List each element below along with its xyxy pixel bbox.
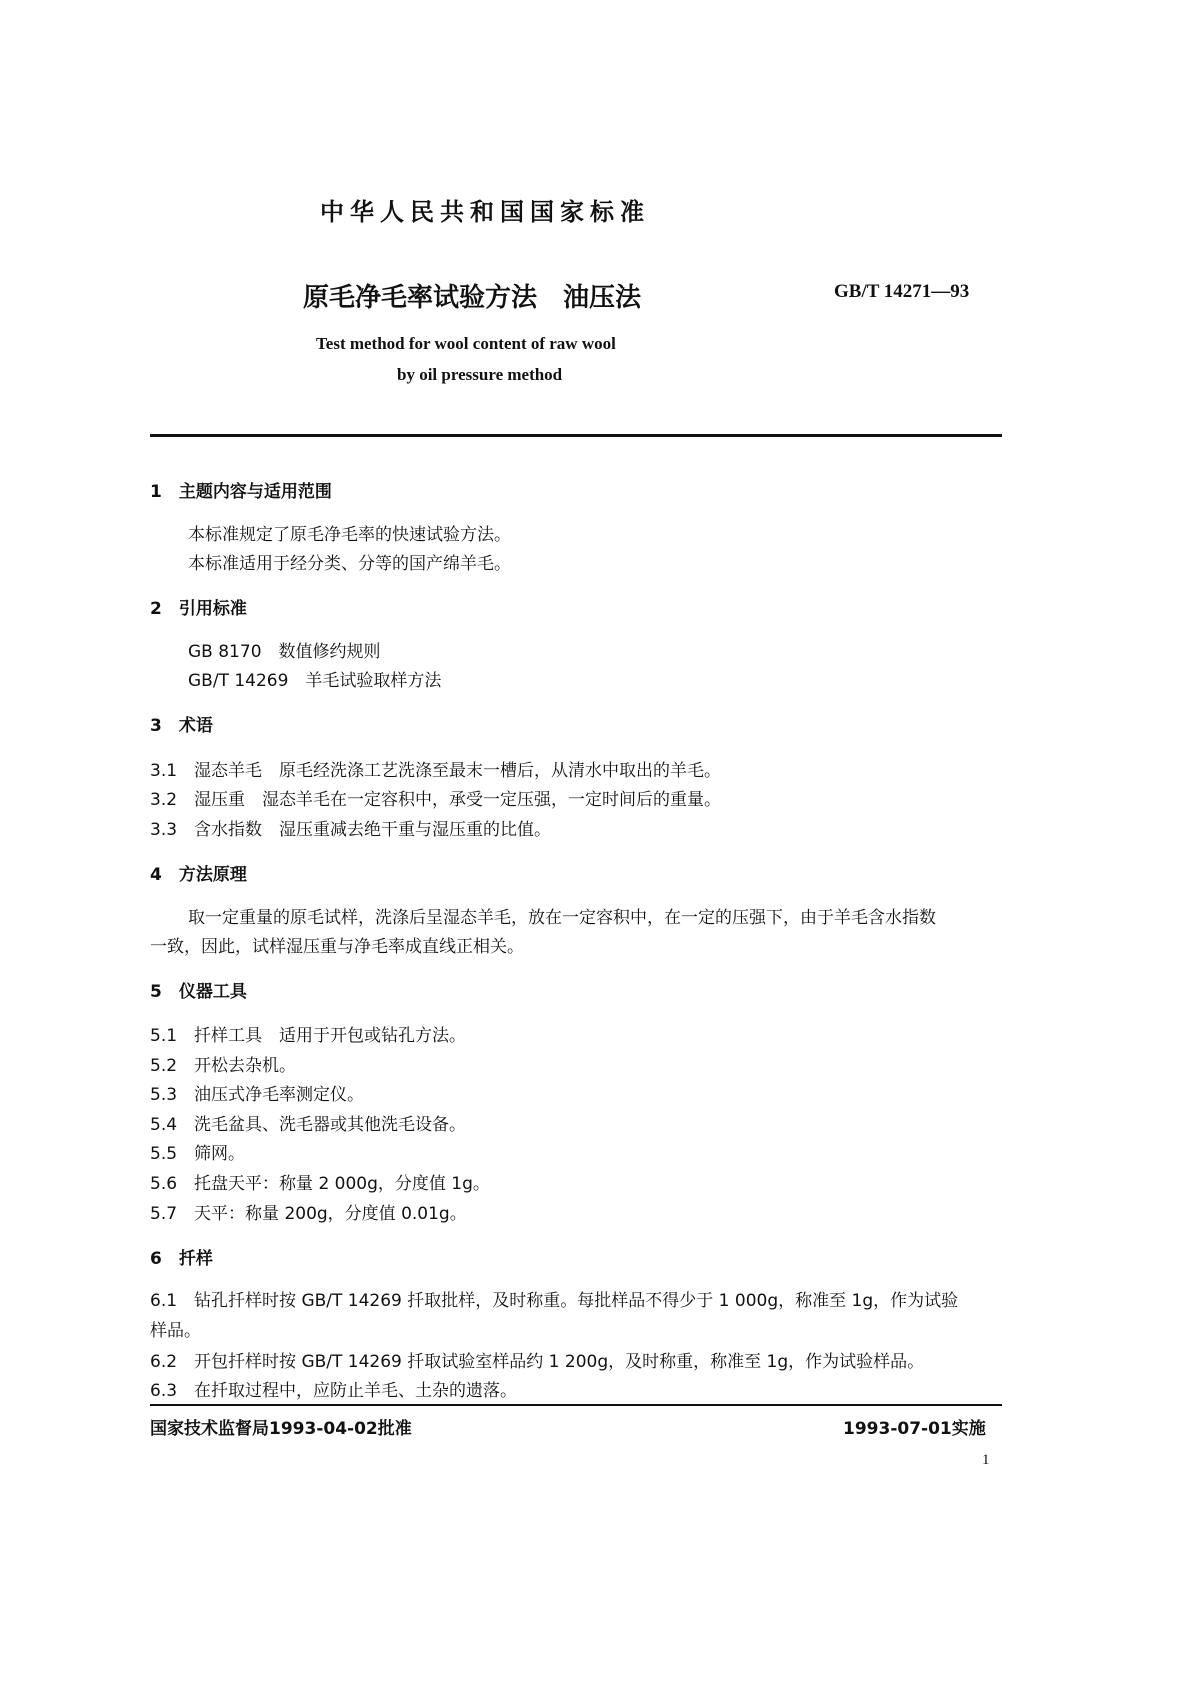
instrument-item: 5.4 洗毛盆具、洗毛器或其他洗毛设备。 <box>150 1115 467 1135</box>
paragraph-line: 本标准适用于经分类、分等的国产绵羊毛。 <box>188 554 511 574</box>
term-item: 3.1 湿态羊毛 原毛经洗涤工艺洗涤至最末一槽后，从清水中取出的羊毛。 <box>150 761 722 781</box>
section-heading: 4 方法原理 <box>150 865 247 885</box>
instrument-item: 5.7 天平：称量 200g，分度值 0.01g。 <box>150 1204 467 1224</box>
sampling-item-continuation: 样品。 <box>150 1321 201 1341</box>
reference-item: GB 8170 数值修约规则 <box>188 642 381 662</box>
section-heading: 6 扦样 <box>150 1249 213 1269</box>
paragraph-line: 取一定重量的原毛试样，洗涤后呈湿态羊毛，放在一定容积中，在一定的压强下，由于羊毛含水指数 <box>188 908 936 928</box>
sampling-item: 6.2 开包扦样时按 GB/T 14269 扦取试验室样品约 1 200g，及时称重，称准至 1g，作为试验样品。 <box>150 1352 925 1372</box>
header-divider <box>150 434 1002 437</box>
section-heading: 5 仪器工具 <box>150 982 247 1002</box>
reference-item: GB/T 14269 羊毛试验取样方法 <box>188 671 442 691</box>
instrument-item: 5.2 开松去杂机。 <box>150 1056 297 1076</box>
section-heading: 3 术语 <box>150 716 213 736</box>
section-heading: 2 引用标准 <box>150 599 247 619</box>
paragraph-line: 本标准规定了原毛净毛率的快速试验方法。 <box>188 525 511 545</box>
footer-divider <box>150 1404 1002 1406</box>
instrument-item: 5.1 扦样工具 适用于开包或钻孔方法。 <box>150 1026 467 1046</box>
sampling-item: 6.1 钻孔扦样时按 GB/T 14269 扦取批样，及时称重。每批样品不得少于 1 000g，称准至 1g，作为试验 <box>150 1291 959 1311</box>
document-title-en-line2: by oil pressure method <box>397 365 563 384</box>
instrument-item: 5.3 油压式净毛率测定仪。 <box>150 1085 365 1105</box>
page-number: 1 <box>982 1452 990 1468</box>
document-title-en-line1: Test method for wool content of raw wool <box>316 334 616 353</box>
document-title-cn: 原毛净毛率试验方法 油压法 <box>303 283 642 313</box>
instrument-item: 5.5 筛网。 <box>150 1144 246 1164</box>
term-item: 3.3 含水指数 湿压重减去绝干重与湿压重的比值。 <box>150 820 552 840</box>
section-heading: 1 主题内容与适用范围 <box>150 482 332 502</box>
paragraph-line: 一致，因此，试样湿压重与净毛率成直线正相关。 <box>150 937 524 957</box>
standard-code: GB/T 14271—93 <box>834 281 970 302</box>
sampling-item: 6.3 在扦取过程中，应防止羊毛、土杂的遗落。 <box>150 1381 518 1401</box>
national-standard-label: 中华人民共和国国家标准 <box>320 198 650 226</box>
term-item: 3.2 湿压重 湿态羊毛在一定容积中，承受一定压强，一定时间后的重量。 <box>150 790 722 810</box>
approval-date: 国家技术监督局1993-04-02批准 <box>150 1419 412 1439</box>
instrument-item: 5.6 托盘天平：称量 2 000g，分度值 1g。 <box>150 1174 490 1194</box>
effective-date: 1993-07-01实施 <box>843 1419 986 1439</box>
